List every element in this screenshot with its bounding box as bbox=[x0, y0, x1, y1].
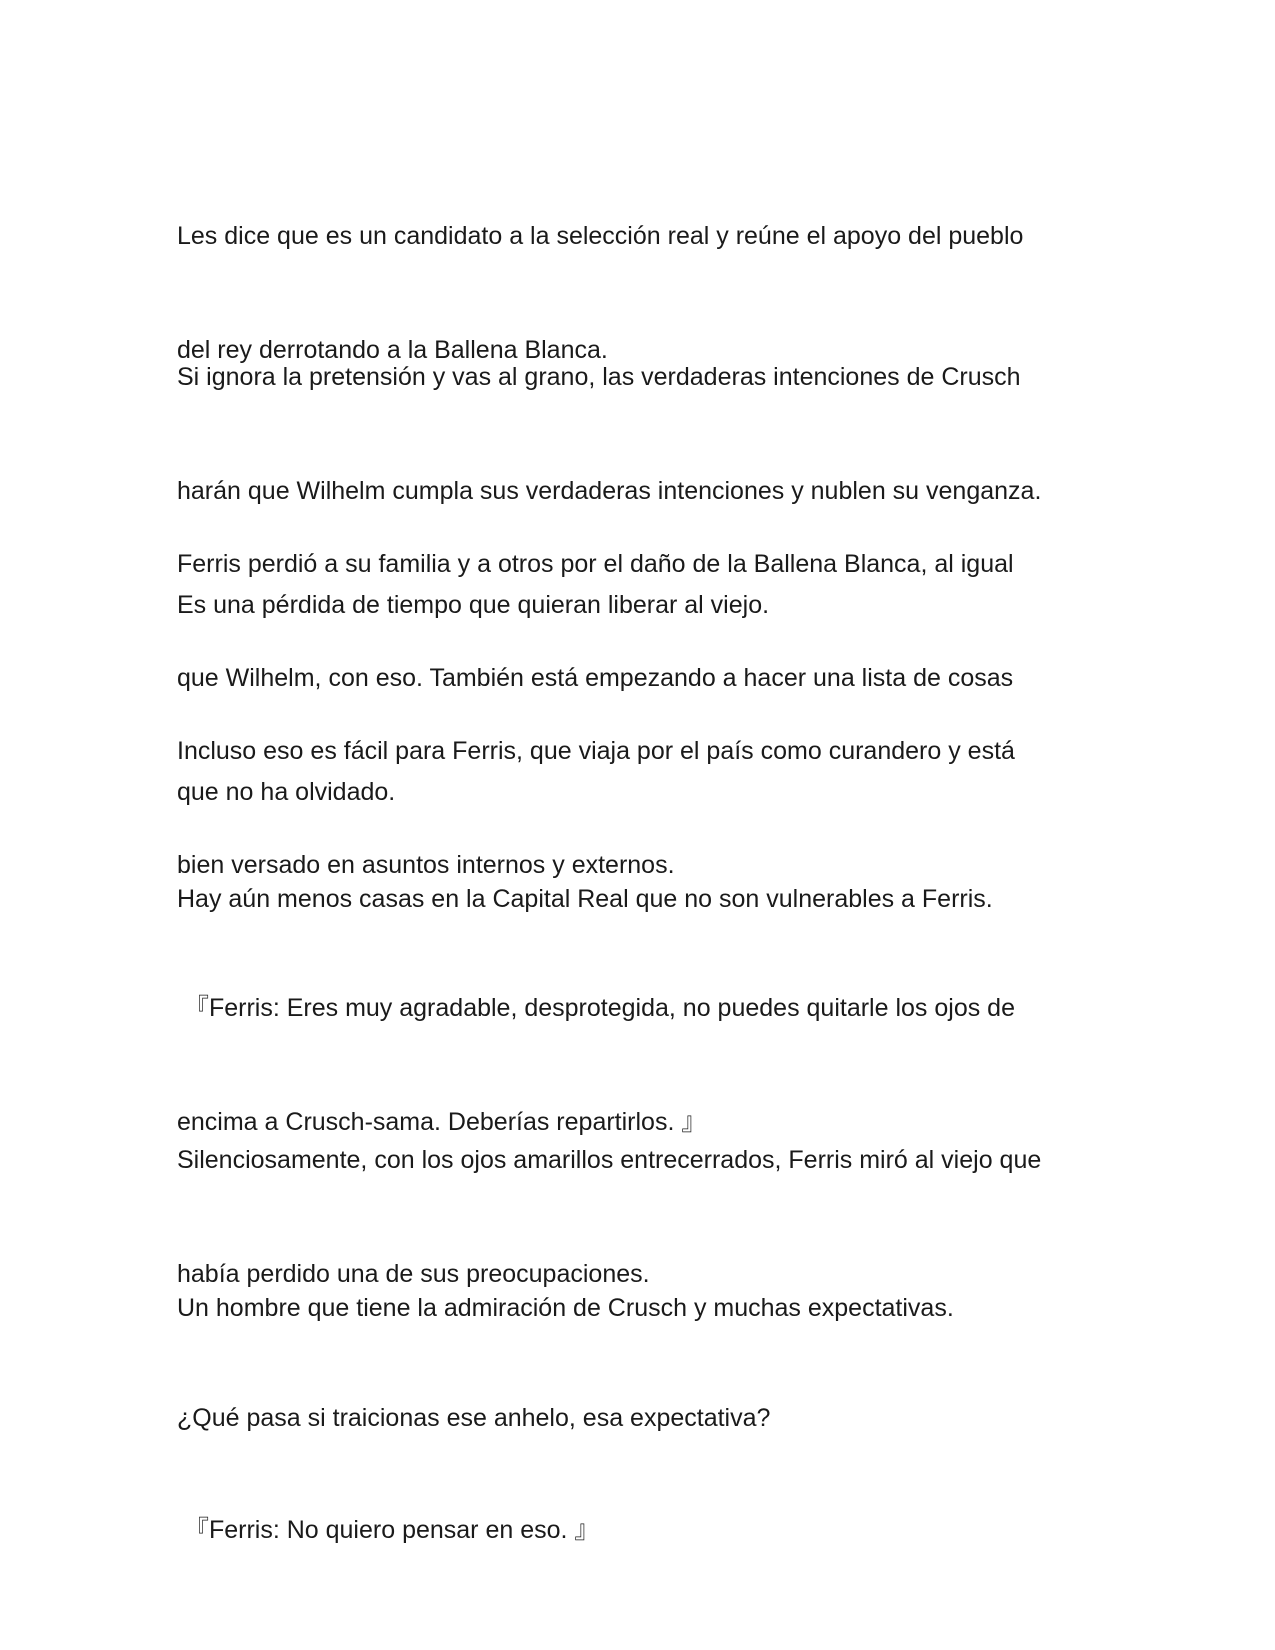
text-line: Un hombre que tiene la admiración de Crusch y muchas expectativas. bbox=[177, 1294, 954, 1322]
text-line: Les dice que es un candidato a la selección real y reúne el apoyo del pueblo bbox=[177, 222, 1024, 250]
text-line: encima a Crusch-sama. Deberías repartirlos. 』 bbox=[177, 1108, 707, 1136]
text-line: Silenciosamente, con los ojos amarillos entrecerrados, Ferris miró al viejo que bbox=[177, 1146, 1042, 1174]
text-line: Si ignora la pretensión y vas al grano, las verdaderas intenciones de Crusch bbox=[177, 363, 1021, 391]
text-line: bien versado en asuntos internos y externos. bbox=[177, 851, 675, 879]
text-line: Es una pérdida de tiempo que quieran liberar al viejo. bbox=[177, 591, 770, 619]
text-line: ¿Qué pasa si traicionas ese anhelo, esa expectativa? bbox=[177, 1404, 771, 1432]
text-line: del rey derrotando a la Ballena Blanca. bbox=[177, 336, 608, 364]
dialogue-paragraph bbox=[177, 1435, 1117, 1625]
text-line: Ferris perdió a su familia y a otros por el daño de la Ballena Blanca, al igual bbox=[177, 550, 1014, 578]
text-line: que no ha olvidado. bbox=[177, 778, 396, 806]
text-line: 『Ferris: No quiero pensar en eso. 』 bbox=[177, 1516, 600, 1544]
text-line: Hay aún menos casas en la Capital Real que no son vulnerables a Ferris. bbox=[177, 885, 993, 913]
text-line: Incluso eso es fácil para Ferris, que viaja por el país como curandero y está bbox=[177, 737, 1015, 765]
text-line: que Wilhelm, con eso. También está empezando a hacer una lista de cosas bbox=[177, 664, 1014, 692]
text-line: 『Ferris: Eres muy agradable, desprotegida, no puedes quitarle los ojos de bbox=[177, 994, 1015, 1022]
text-line: había perdido una de sus preocupaciones. bbox=[177, 1260, 650, 1288]
text-line: harán que Wilhelm cumpla sus verdaderas intenciones y nublen su venganza. bbox=[177, 477, 1042, 505]
